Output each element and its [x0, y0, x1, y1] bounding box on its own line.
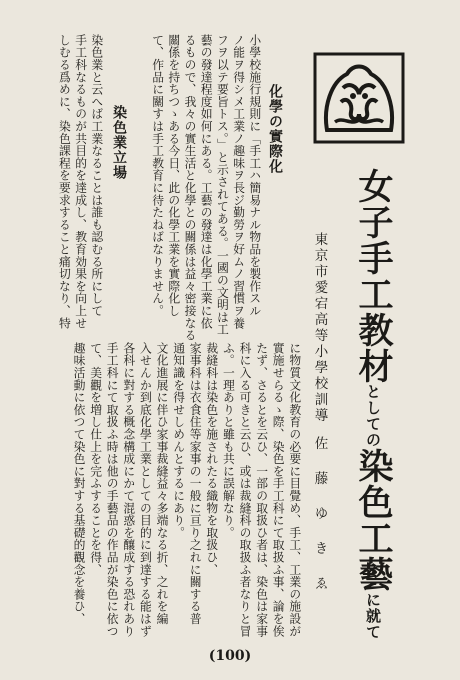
- lower-right-text-line: たず、さるとを云ひ、一部の取扱ひ者は、染色は家事: [254, 342, 269, 638]
- lower-right-text-line: 科に入る可きと云ひ、或は裁縫科の取扱ふ者なりと冒: [237, 342, 252, 638]
- lower-right-text-line: 文化進展に伴ひ家事裁縫益々多端なる折、之れを編: [154, 342, 169, 625]
- lower-right-text-line: 家事科は衣食住等家事の一般に亘り之れに關する普: [188, 342, 203, 625]
- lower-right-text-line: 通知識を得せしめんとするにあり。: [171, 342, 186, 539]
- lower-left-text-line: 染色業と云へば工業なることは誰も認むる所にして: [89, 34, 104, 317]
- upper-text-line: て、作品に關すは手工教育に待たねばなりません。: [150, 34, 165, 317]
- lower-right-text-line: 手工科にて取扱ふ時は他の手藝品の作品が染色に依つ: [105, 342, 120, 638]
- lower-right-text-line: 趣味活動に依つて染色に對する基礎的觀念を養ひ、: [71, 342, 86, 625]
- lower-left-text-line: しむる爲めに、染色課程を要求すること痛切なり、特: [57, 34, 72, 330]
- upper-text-line: 關係を持ちつゝある今日、此の化學工業を實際化し: [166, 34, 181, 317]
- lower-right-text-line: 裁縫科は染色を施されたる織物を取扱ひ、: [204, 342, 219, 576]
- upper-text-line: 小學校施行規則に「手工ハ簡易ナル物品を製作スル: [247, 34, 262, 317]
- upper-text-line: るもので、我々の實生活と化學との關係は益々密接なる: [182, 34, 197, 342]
- page-number: (100): [208, 648, 252, 664]
- title-part-1: 女子手工教材: [353, 168, 394, 384]
- upper-text-line: ノ能ヲ得シメ工業ノ趣味ヲ長ジ勤勞ヲ好ムノ習慣ヲ養: [231, 34, 246, 330]
- title-part-4: に就て: [364, 592, 382, 640]
- title-part-3: 染色工藝: [353, 448, 394, 592]
- upper-text-line: 藝の發達程度如何にある。工藝の發達は化學工業に依: [199, 34, 214, 330]
- title-part-2: としての: [364, 384, 382, 448]
- article-title: [353, 168, 394, 648]
- lower-right-text-line: 各科に對する概念構成にかて混惑を釀成する恐れあり: [121, 342, 136, 638]
- author-name: 佐 藤 ゆ き ゑ: [311, 436, 328, 594]
- lower-left-text-line: 手工科なるものが共目的を達成し、教育効果を向上せ: [73, 34, 88, 330]
- lower-right-text-line: に物質文化教育の必要に目覺め、手工、工業の施設が: [287, 342, 302, 638]
- decorative-emblem-icon: [313, 52, 405, 144]
- upper-text-line: フヲ以テ要旨トス。」と示されてある。一國の文明は工: [215, 34, 230, 336]
- lower-right-text-line: ふ。一理ありと雖も共に誤解なり。: [221, 342, 236, 539]
- author-affiliation: 東京市愛宕高等小學校訓導: [311, 232, 328, 424]
- upper-heading: 化學の實際化: [267, 84, 283, 174]
- lower-right-text-line: 入せんか到底化學工業としての目的に到達する能はず: [138, 342, 153, 638]
- lower-left-heading: 染色業立場: [111, 105, 127, 180]
- lower-right-text-line: 實施せらるゝ際、染色を手工科にて取扱ふ事、論を俟: [271, 342, 286, 638]
- lower-right-text-line: て、美觀を増し仕上を完ふすることを得、: [88, 342, 103, 576]
